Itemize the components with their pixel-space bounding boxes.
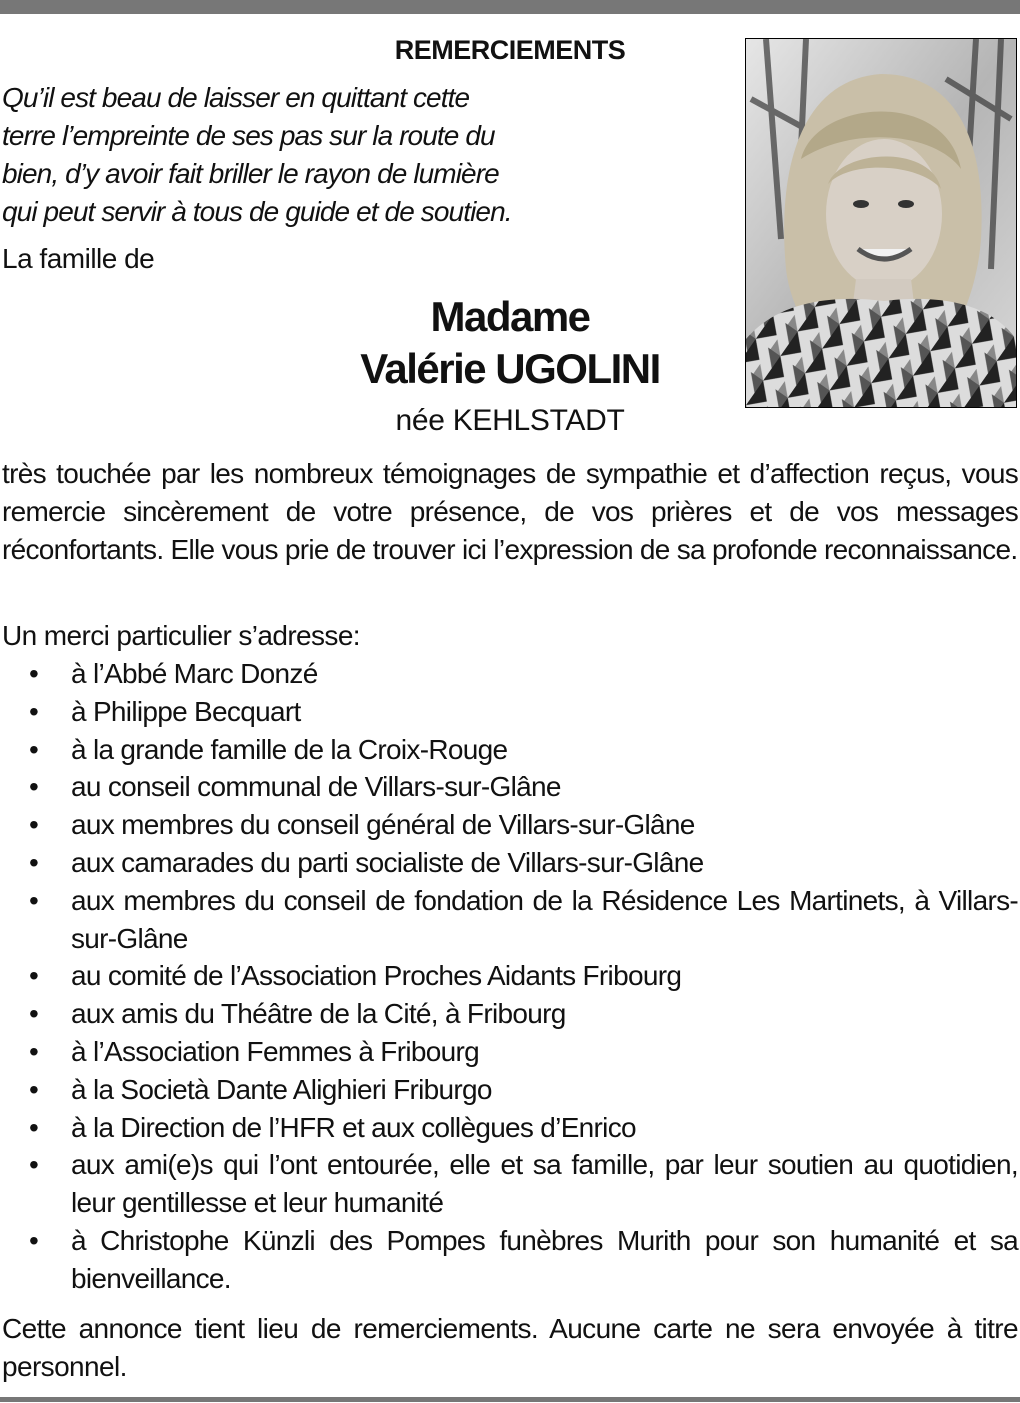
list-item xyxy=(0,995,1020,1033)
list-item-text: aux amis du Théâtre de la Cité, à Fribourg xyxy=(71,998,566,1030)
list-item xyxy=(0,1222,1020,1298)
list-item-text: à Philippe Becquart xyxy=(71,695,301,727)
bullet-icon: • xyxy=(29,695,39,727)
list-item-text: aux ami(e)s qui l’ont entourée, elle et sa famille, par leur soutien au quotidien, leur gentillesse et leur humanité xyxy=(71,1149,1018,1219)
bullet-icon: • xyxy=(29,1111,39,1143)
list-item-text: à Christophe Künzli des Pompes funèbres Murith pour son humanité et sa bienveillance. xyxy=(71,1224,1018,1294)
list-item xyxy=(0,1071,1020,1109)
list-item-text: aux camarades du parti socialiste de Villars-sur-Glâne xyxy=(71,846,704,878)
closing-paragraph: Cette annonce tient lieu de remerciements. Aucune carte ne sera envoyée à titre personnel. xyxy=(2,1313,1018,1382)
list-item-text: à l’Abbé Marc Donzé xyxy=(71,658,318,689)
bullet-icon: • xyxy=(29,998,39,1030)
quote-line: qui peut servir à tous de guide et de soutien. xyxy=(2,196,512,227)
list-item-text: au conseil communal de Villars-sur-Glâne xyxy=(71,771,561,803)
list-item-text: aux membres du conseil général de Villars-sur-Glâne xyxy=(71,809,695,841)
list-item-text: à la Società Dante Alighieri Friburgo xyxy=(71,1073,492,1105)
bullet-icon: • xyxy=(29,1149,39,1181)
list-item xyxy=(0,844,1020,882)
portrait-photo-icon xyxy=(746,39,1016,407)
bullet-icon: • xyxy=(29,1035,39,1067)
bullet-icon: • xyxy=(29,846,39,878)
list-item-text: à la grande famille de la Croix-Rouge xyxy=(71,733,508,765)
bullet-icon: • xyxy=(29,960,39,992)
bullet-icon: • xyxy=(29,771,39,803)
maiden-name: née KEHLSTADT xyxy=(395,404,625,437)
body-paragraph: très touchée par les nombreux témoignages de sympathie et d’affection reçus, vous remercie sincèrement de votre présence, de vos prières et de vos messages réconfortants. Elle vous prie de trouver ici l’expression de sa profonde reconnaissance. xyxy=(2,458,1018,565)
list-item xyxy=(0,1109,1020,1147)
bullet-icon: • xyxy=(29,1224,39,1256)
bullet-icon: • xyxy=(29,809,39,841)
top-rule xyxy=(0,0,1020,14)
bullet-icon: • xyxy=(29,884,39,916)
closing-text xyxy=(2,1310,1018,1386)
list-item xyxy=(0,655,1020,693)
thanks-list xyxy=(0,655,1020,1298)
list-item-text: à l’Association Femmes à Fribourg xyxy=(71,1035,479,1067)
list-item-text: au comité de l’Association Proches Aidants Fribourg xyxy=(71,960,682,992)
list-item xyxy=(0,806,1020,844)
quote-line: bien, d’y avoir fait briller le rayon de lumière xyxy=(2,158,499,189)
list-item xyxy=(0,693,1020,731)
body-text xyxy=(2,455,1018,569)
list-item xyxy=(0,1033,1020,1071)
portrait-photo xyxy=(745,38,1017,408)
list-item-text: à la Direction de l’HFR et aux collègues d’Enrico xyxy=(71,1111,636,1143)
quote-line: Qu’il est beau de laisser en quittant cette xyxy=(2,82,470,113)
intro-text: La famille de xyxy=(2,243,155,274)
quote-block xyxy=(2,79,742,231)
list-item xyxy=(0,768,1020,806)
bullet-icon: • xyxy=(29,1073,39,1105)
bottom-rule xyxy=(0,1397,1020,1402)
quote-line: terre l’empreinte de ses pas sur la route du xyxy=(2,120,495,151)
deceased-name: Valérie UGOLINI xyxy=(360,345,660,392)
list-item xyxy=(0,882,1020,958)
honorific: Madame xyxy=(430,293,590,340)
list-item xyxy=(0,957,1020,995)
list-item xyxy=(0,1146,1020,1222)
list-item-text: aux membres du conseil de fondation de la Résidence Les Martinets, à Villars-sur-Glâne xyxy=(71,884,1018,954)
bullet-icon: • xyxy=(29,733,39,765)
bullet-icon: • xyxy=(29,658,39,689)
notice-heading: REMERCIEMENTS xyxy=(394,35,626,65)
list-item xyxy=(0,731,1020,769)
thanks-intro: Un merci particulier s’adresse: xyxy=(2,620,360,651)
